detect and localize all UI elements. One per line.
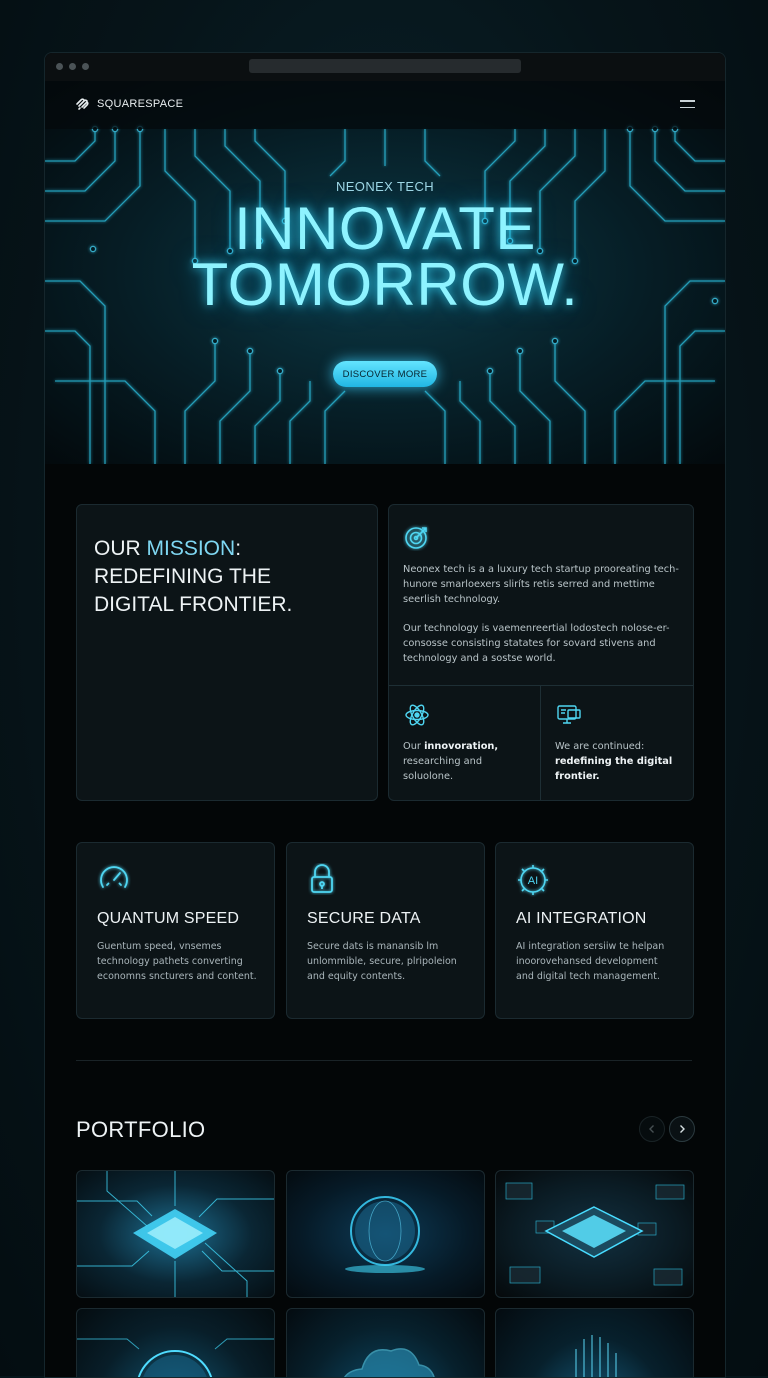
- circuit-trace: [490, 371, 515, 464]
- processor-board-image: [496, 1171, 693, 1297]
- portfolio-tile-glowing-globe[interactable]: [286, 1170, 485, 1298]
- circuit-trace: [330, 129, 345, 176]
- discover-more-button[interactable]: DISCOVER MORE: [333, 361, 437, 387]
- speedometer-icon: [97, 863, 131, 893]
- about-paragraph-1: Neonex tech is a a luxury tech startup prooreating tech- hunore smarloexers sliríts retis serred and mettime seerlish technology.: [403, 564, 679, 605]
- feature-description: AI integration sersiiw te helpan inoorovehansed development and digital tech management.: [516, 941, 665, 982]
- window-dot-minimize[interactable]: [69, 63, 76, 70]
- mission-title: [94, 535, 292, 619]
- circuit-node: [247, 348, 252, 353]
- logo-text: SQUARESPACE: [97, 98, 184, 110]
- innovation-text-plain: Our: [403, 741, 425, 752]
- innovation-text-bold: innovoration,: [424, 741, 499, 752]
- feature-description: Secure dats is manansib lm unlommible, secure, plripoleion and equity contents.: [307, 941, 457, 982]
- portfolio-tile-processor-board[interactable]: [495, 1170, 694, 1298]
- chevron-left-icon: [647, 1124, 657, 1134]
- mission-title-line3: DIGITAL FRONTIER.: [94, 593, 293, 616]
- glowing-globe-image: [287, 1171, 484, 1297]
- neon-cloud-image: [287, 1309, 484, 1378]
- ai-chip-icon: [516, 863, 550, 897]
- ai-icon-text: AI: [527, 875, 539, 887]
- portfolio-tile-digital-sphere[interactable]: [76, 1308, 275, 1378]
- innovation-text-rest: researching and soluolone.: [403, 756, 483, 782]
- mission-title-accent: MISSION: [146, 537, 236, 560]
- circuit-trace: [680, 331, 725, 464]
- about-divider-vertical: [540, 686, 541, 800]
- lock-icon: [307, 863, 337, 895]
- window-dot-close[interactable]: [56, 63, 63, 70]
- continued-text-bold: redefining the digital frontier.: [555, 756, 673, 782]
- continued-text-plain: We are continued:: [555, 741, 645, 752]
- mission-title-colon: :: [235, 537, 242, 560]
- hero-headline-line1: INNOVATE: [234, 195, 536, 262]
- circuit-trace: [460, 381, 480, 464]
- circuit-trace: [675, 129, 725, 161]
- portfolio-prev-button[interactable]: [639, 1116, 665, 1142]
- circuit-trace: [555, 341, 585, 464]
- about-divider: [389, 685, 693, 686]
- data-stream-image: [496, 1309, 693, 1378]
- section-divider: [76, 1060, 692, 1061]
- feature-description: Guentum speed, vnsemes technology pathets converting economns sncturers and content.: [97, 941, 257, 982]
- about-paragraph-2: Our technology is vaemenreertial lodostech nolose-er- consosse consisting statates for sovard stivens and technology and a sostse world.: [403, 623, 670, 664]
- feature-title: QUANTUM SPEED: [97, 910, 240, 927]
- circuit-trace: [45, 331, 90, 464]
- circuit-trace: [290, 381, 310, 464]
- circuit-trace: [255, 371, 280, 464]
- circuit-chip-image: [77, 1171, 274, 1297]
- continued-text: [555, 739, 683, 784]
- window-dot-maximize[interactable]: [82, 63, 89, 70]
- circuit-trace: [425, 391, 445, 464]
- circuit-trace: [45, 129, 95, 161]
- hero-headline: [45, 195, 725, 318]
- circuit-trace: [220, 351, 250, 464]
- digital-sphere-image: [77, 1309, 274, 1378]
- feature-title: AI INTEGRATION: [516, 910, 647, 927]
- circuit-node: [552, 338, 557, 343]
- circuit-node: [277, 368, 282, 373]
- chevron-right-icon: [677, 1124, 687, 1134]
- circuit-trace: [185, 341, 215, 464]
- hero-headline-line2: TOMORROW.: [191, 251, 579, 318]
- monitor-icon: [555, 701, 583, 729]
- feature-card-quantum-speed: [76, 842, 275, 1019]
- circuit-trace: [425, 129, 440, 176]
- portfolio-next-button[interactable]: [669, 1116, 695, 1142]
- feature-card-ai-integration: [495, 842, 694, 1019]
- browser-window: [44, 52, 726, 1378]
- target-icon: [403, 523, 431, 551]
- top-navigation: [45, 81, 725, 129]
- mission-card: [76, 504, 378, 801]
- logo[interactable]: [75, 97, 183, 111]
- circuit-trace: [325, 391, 345, 464]
- about-card: [388, 504, 694, 801]
- portfolio-title: PORTFOLIO: [76, 1117, 206, 1142]
- hamburger-menu-icon[interactable]: [680, 100, 695, 110]
- address-bar[interactable]: [249, 59, 521, 73]
- circuit-node: [487, 368, 492, 373]
- portfolio-tile-circuit-chip[interactable]: [76, 1170, 275, 1298]
- atom-icon: [403, 701, 431, 729]
- feature-card-secure-data: [286, 842, 485, 1019]
- circuit-node: [212, 338, 217, 343]
- mission-title-prefix: OUR: [94, 537, 147, 560]
- hero-section: [45, 81, 725, 464]
- circuit-trace: [520, 351, 550, 464]
- mission-title-line2: REDEFINING THE: [94, 565, 271, 588]
- squarespace-logo-icon: [75, 97, 91, 111]
- portfolio-tile-neon-cloud[interactable]: [286, 1308, 485, 1378]
- portfolio-tile-data-stream[interactable]: [495, 1308, 694, 1378]
- feature-title: SECURE DATA: [307, 910, 421, 927]
- circuit-node: [517, 348, 522, 353]
- browser-chrome: [45, 53, 725, 82]
- hero-eyebrow: NEONEX TECH: [335, 179, 435, 194]
- innovation-text: [403, 739, 531, 784]
